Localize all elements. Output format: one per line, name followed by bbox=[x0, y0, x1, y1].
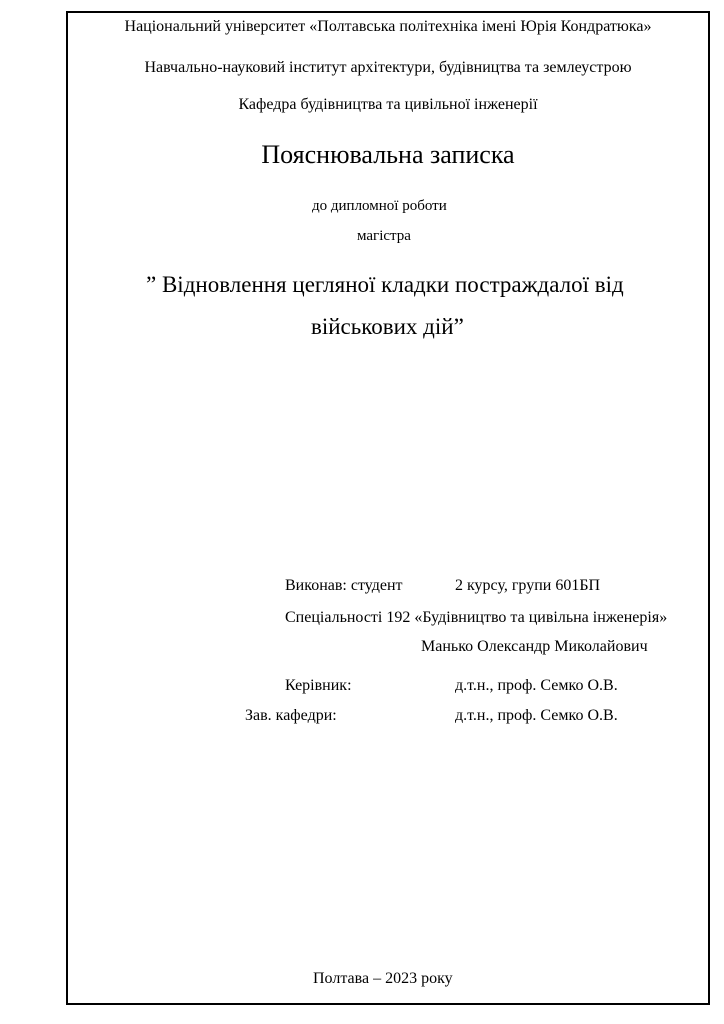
head-of-department-name: д.т.н., проф. Семко О.В. bbox=[455, 707, 618, 724]
author-name: Манько Олександр Миколайович bbox=[421, 638, 648, 655]
department-name: Кафедра будівництва та цивільної інженерії bbox=[238, 96, 538, 113]
supervisor-label: Керівник: bbox=[285, 677, 352, 694]
thesis-topic-line-1: ” Відновлення цегляної кладки постраждалої від bbox=[146, 272, 624, 297]
author-specialty: Спеціальності 192 «Будівництво та цивільна інженерія» bbox=[285, 609, 668, 626]
author-course-group: 2 курсу, групи 601БП bbox=[455, 577, 601, 594]
head-of-department-label: Зав. кафедри: bbox=[245, 707, 337, 724]
degree-level: магістра bbox=[357, 228, 411, 244]
thesis-topic-line-2: військових дій” bbox=[311, 314, 464, 339]
supervisor-name: д.т.н., проф. Семко О.В. bbox=[455, 677, 618, 694]
institute-name: Навчально-науковий інститут архітектури, будівництва та землеустрою bbox=[144, 59, 632, 76]
author-label: Виконав: студент bbox=[285, 577, 403, 594]
city-year: Полтава – 2023 року bbox=[313, 970, 453, 987]
document-title: Пояснювальна записка bbox=[261, 140, 515, 169]
work-type: до дипломної роботи bbox=[312, 198, 447, 214]
university-name: Національний університет «Полтавська політехніка імені Юрія Кондратюка» bbox=[124, 18, 652, 35]
